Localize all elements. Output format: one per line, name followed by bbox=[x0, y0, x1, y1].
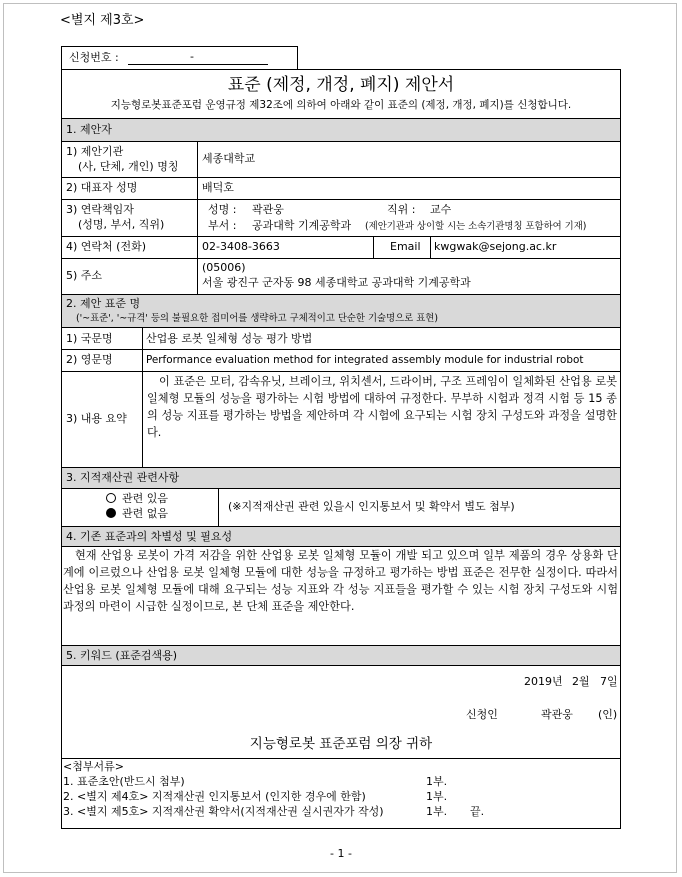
date-day: 7일 bbox=[600, 675, 618, 688]
attachment-count: 1부. bbox=[426, 805, 448, 818]
column-divider bbox=[197, 258, 198, 294]
address-value: 서울 광진구 군자동 98 세종대학교 공과대학 기계공학과 bbox=[202, 276, 471, 289]
representative-value: 배덕호 bbox=[202, 181, 234, 194]
attachment-item: 1. 표준초안(반드시 첨부) bbox=[63, 775, 185, 788]
contact-position-label: 직위 : bbox=[387, 203, 416, 216]
contact-dept-note: (제안기관과 상이할 시는 소속기관명칭 포함하여 기재) bbox=[365, 221, 587, 232]
row-divider bbox=[61, 371, 621, 372]
application-number-label: 신청번호 : bbox=[69, 51, 119, 64]
ip-option-unrelated[interactable] bbox=[106, 507, 168, 521]
representative-label: 2) 대표자 성명 bbox=[66, 181, 138, 194]
section-5-header bbox=[61, 645, 621, 666]
contact-name-label: 성명 : bbox=[208, 203, 237, 216]
attachment-count: 1부. bbox=[426, 790, 448, 803]
summary-text: 이 표준은 모터, 감속유닛, 브레이크, 위치센서, 드라이버, 구조 프레임이 일체화된 산업용 로봇 일체형 모듈의 성능을 평가하는 시험 방법에 대하여 규정한다. 무부하 시험과 정격 시험 등 15 종의 성능 지표를 평가하는 방법을 제안하며 각 시험에 요구되는 시험 장치 구성도와 과정을 설명한다. bbox=[147, 375, 617, 439]
column-divider bbox=[197, 142, 198, 259]
column-divider bbox=[218, 489, 219, 526]
section-1-heading: 1. 제안자 bbox=[66, 123, 112, 136]
application-number-value: - bbox=[190, 50, 194, 63]
org-value: 세종대학교 bbox=[202, 152, 256, 165]
form-subtitle: 지능형로봇표준포럼 운영규정 제32조에 의하여 아래와 같이 표준의 (제정, 개정, 폐지)를 신청합니다. bbox=[110, 99, 572, 111]
applicant-label: 신청인 bbox=[466, 708, 498, 721]
application-number-underline bbox=[128, 64, 268, 65]
org-label-line1: 1) 제안기관 bbox=[66, 145, 124, 158]
section-4-heading: 4. 기존 표준과의 차별성 및 필요성 bbox=[66, 530, 233, 543]
date-month: 2월 bbox=[572, 675, 590, 688]
section-3-header bbox=[61, 467, 621, 489]
summary-label: 3) 내용 요약 bbox=[66, 412, 127, 425]
email-value: kwgwak@sejong.ac.kr bbox=[434, 240, 557, 253]
ip-option-unrelated-label: 관련 없음 bbox=[122, 507, 169, 520]
section-4-header bbox=[61, 526, 621, 547]
row-divider bbox=[61, 349, 621, 350]
contact-label-line2: (성명, 부서, 직위) bbox=[78, 218, 165, 231]
contact-name-value: 곽관웅 bbox=[252, 203, 284, 216]
attachments-heading: <첨부서류> bbox=[63, 760, 124, 773]
attachment-item: 2. <별지 제4호> 지적재산권 인지통보서 (인지한 경우에 한함) bbox=[63, 790, 366, 803]
korean-name-value: 산업용 로봇 일체형 성능 평가 방법 bbox=[146, 332, 313, 345]
column-divider bbox=[430, 236, 431, 258]
ip-option-related-label: 관련 있음 bbox=[122, 492, 169, 505]
section-1-header bbox=[61, 118, 621, 142]
email-label: Email bbox=[390, 240, 421, 253]
section-2-header bbox=[61, 294, 621, 328]
date-year: 2019년 bbox=[524, 675, 563, 688]
row-divider bbox=[61, 177, 621, 178]
contact-dept-value: 공과대학 기계공학과 bbox=[252, 219, 352, 232]
recipient-line: 지능형로봇 표준포럼 의장 귀하 bbox=[249, 736, 433, 752]
english-name-label: 2) 영문명 bbox=[66, 353, 113, 366]
radio-selected-icon[interactable] bbox=[106, 508, 116, 518]
row-divider bbox=[61, 199, 621, 200]
section-5-heading: 5. 키워드 (표준검색용) bbox=[66, 649, 178, 662]
applicant-seal: (인) bbox=[598, 708, 618, 721]
form-number-label: <별지 제3호> bbox=[60, 13, 145, 28]
section-3-heading: 3. 지적재산권 관련사항 bbox=[66, 471, 180, 484]
application-number-box bbox=[61, 46, 298, 70]
end-mark: 끝. bbox=[470, 805, 485, 818]
row-divider bbox=[61, 236, 621, 237]
page-number: - 1 - bbox=[330, 847, 352, 860]
column-divider bbox=[373, 236, 374, 258]
phone-label: 4) 연락처 (전화) bbox=[66, 240, 146, 253]
section-2-note: ('~표준', '~규격' 등의 불필요한 접미어를 생략하고 구체적이고 단순한 기술명으로 표현) bbox=[76, 313, 438, 324]
row-divider bbox=[61, 258, 621, 259]
ip-note: (※지적재산권 관련 있을시 인지통보서 및 확약서 별도 첨부) bbox=[228, 500, 515, 513]
korean-name-label: 1) 국문명 bbox=[66, 332, 113, 345]
contact-position-value: 교수 bbox=[430, 203, 452, 216]
form-title: 표준 (제정, 개정, 폐지) 제안서 bbox=[227, 75, 455, 95]
radio-unselected-icon[interactable] bbox=[106, 493, 116, 503]
address-zip: (05006) bbox=[202, 261, 246, 274]
org-label-line2: (사, 단체, 개인) 명칭 bbox=[78, 160, 179, 173]
form-frame bbox=[61, 69, 621, 829]
english-name-value: Performance evaluation method for integrated assembly module for industrial robot bbox=[146, 354, 584, 366]
applicant-name: 곽관웅 bbox=[541, 708, 573, 721]
phone-value: 02-3408-3663 bbox=[202, 240, 280, 253]
necessity-text: 현재 산업용 로봇이 가격 저감을 위한 산업용 로봇 일체형 모듈이 개발 되고 있으며 일부 제품의 경우 상용화 단계에 이르렀으나 산업용 로봇 일체형 모듈에 대한 성능을 규정하고 평가하는 방법 표준은 전무한 실정이다. 따라서 산업용 로봇 일체형 모듈에 대해 요구되는 성능 지표와 각 성능 지표들을 평가할 수 있는 시험 장치 구성도와 시험 과정의 마련이 시급한 실정이므로, 본 단체 표준을 제안한다. bbox=[63, 549, 618, 613]
contact-dept-label: 부서 : bbox=[208, 219, 237, 232]
contact-label-line1: 3) 연락책임자 bbox=[66, 203, 134, 216]
ip-option-related[interactable] bbox=[106, 492, 168, 506]
attachment-item: 3. <별지 제5호> 지적재산권 확약서(지적재산권 실시권자가 작성) bbox=[63, 805, 384, 818]
attachment-count: 1부. bbox=[426, 775, 448, 788]
address-label: 5) 주소 bbox=[66, 269, 103, 282]
section-2-heading: 2. 제안 표준 명 bbox=[66, 297, 141, 310]
row-divider bbox=[61, 758, 621, 759]
